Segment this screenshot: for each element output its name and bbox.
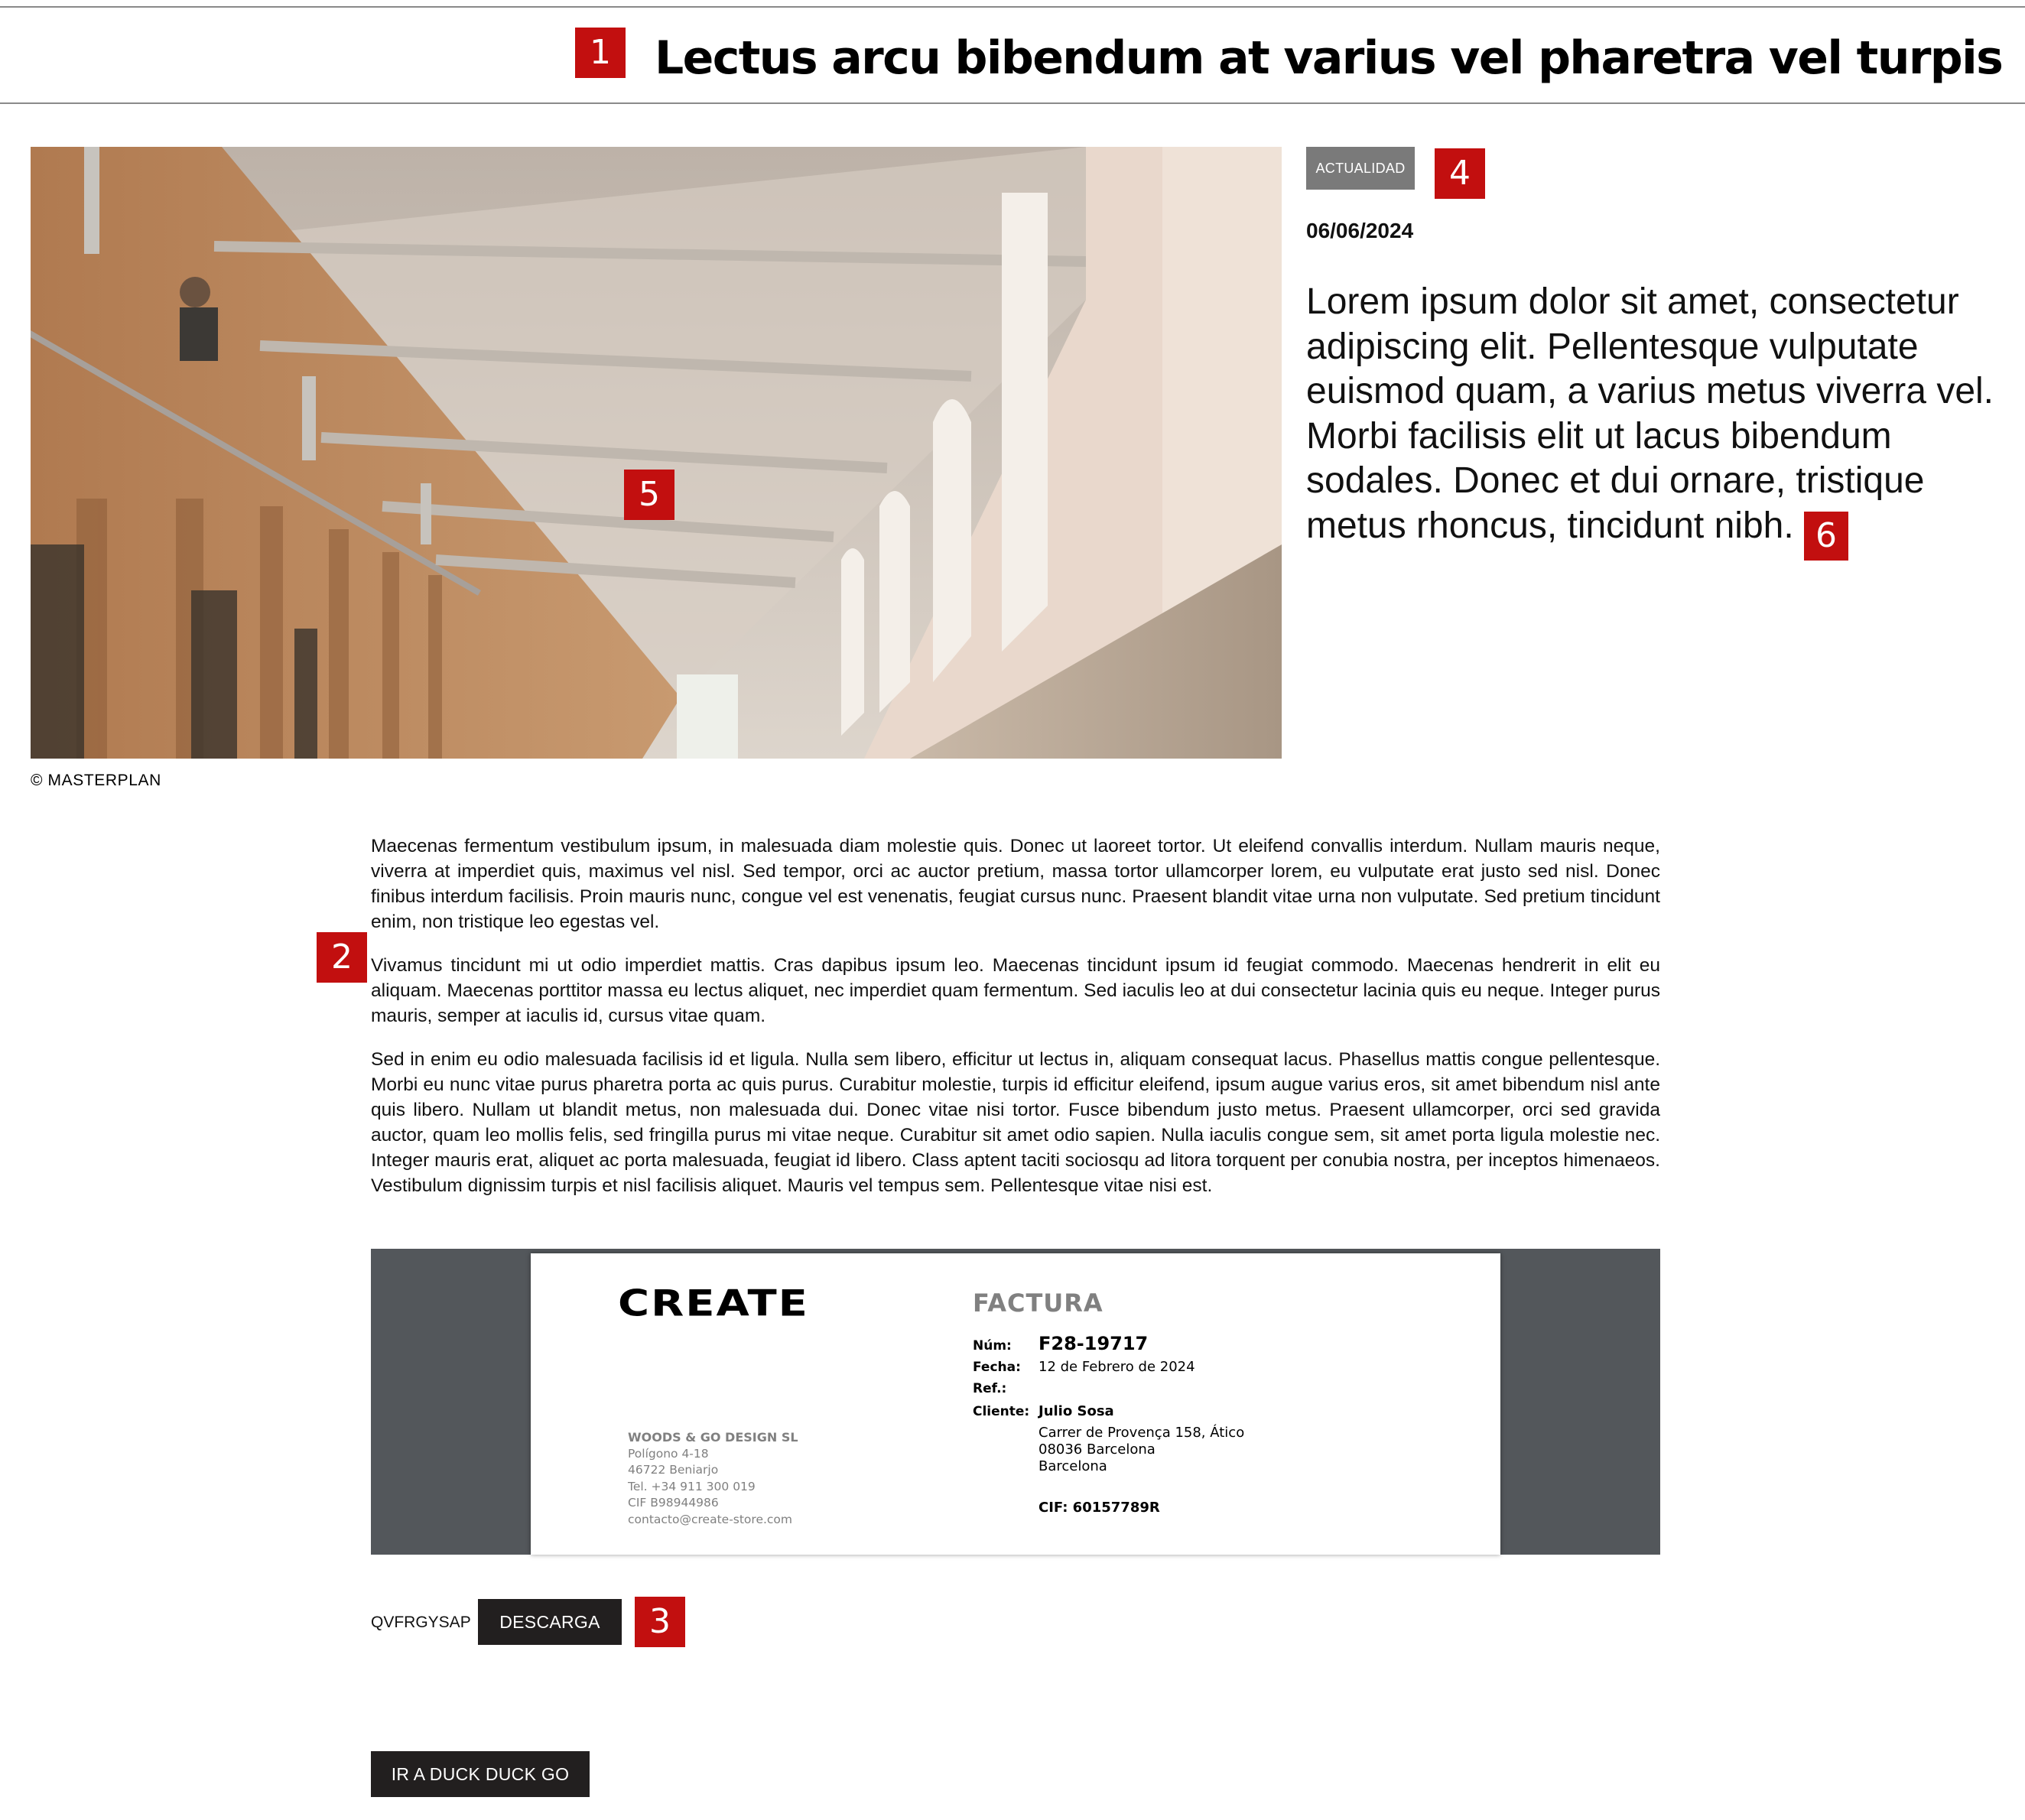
marker-4: 4 <box>1435 148 1485 199</box>
company-address-1: Polígono 4-18 <box>628 1446 709 1461</box>
top-rule <box>0 6 2025 8</box>
invoice-ref-row <box>973 1380 1039 1396</box>
article-date: 06/06/2024 <box>1306 219 1414 242</box>
invoice-client-label: Cliente: <box>973 1404 1030 1419</box>
category-tag[interactable]: ACTUALIDAD <box>1306 147 1415 190</box>
client-address-1: Carrer de Provença 158, Ático <box>1039 1425 1245 1441</box>
client-cif: CIF: 60157789R <box>1039 1500 1160 1516</box>
marker-3: 3 <box>635 1597 685 1647</box>
invoice-page <box>531 1253 1500 1555</box>
invoice-number-label: Núm: <box>973 1338 1012 1354</box>
article-lead <box>1306 280 2010 561</box>
marker-2: 2 <box>317 932 367 983</box>
hero-illustration <box>31 147 1282 759</box>
body-paragraph: Vivamus tincidunt mi ut odio imperdiet mattis. Cras dapibus ipsum leo. Maecenas tincidunt ipsum id feugiat commodo. Maecenas hendrerit in elit eu aliquam. Maecenas porttitor massa eu lectus aliquet, nec imperdiet quam fermentum. Sed iaculis leo at dui consectetur lacinia quis eu neque. Integer purus mauris, semper at iaculis id, cursus vitae quam. <box>371 955 1660 1026</box>
lead-text: Lorem ipsum dolor sit amet, consectetur adipiscing elit. Pellentesque vulputate euismod quam, a varius metus viverra vel. Morbi facilisis elit ut lacus bibendum sodales. Donec et dui ornare, tristique metus rhoncus, tincidunt nibh. <box>1306 281 1994 546</box>
company-phone: Tel. +34 911 300 019 <box>628 1479 756 1493</box>
company-email: contacto@create-store.com <box>628 1512 793 1526</box>
body-paragraph: Maecenas fermentum vestibulum ipsum, in malesuada diam molestie quis. Donec ut laoreet tortor. Ut eleifend convallis interdum. Nullam mauris neque, viverra at imperdiet quis, maximus vel nisl. Sed tempor, orci ac auctor pretium, massa tortor ullamcorper lorem, eu vulputate erat justo sed nisl. Donec finibus interdum facilisis. Proin mauris nunc, congue vel est venenatis, feugiat cursus nunc. Praesent blandit vitae urna non vulputate. Sed pretium tincidunt enim, non tristique leo egestas vel. <box>371 836 1660 932</box>
invoice-number: F28-19717 <box>1039 1333 1149 1354</box>
body-paragraph: Sed in enim eu odio malesuada facilisis id et ligula. Nulla sem libero, efficitur ut lectus in, aliquam consequat lacus. Phasellus mattis congue pellentesque. Morbi eu nunc vitae purus pharetra porta ac quis purus. Curabitur molestie, turpis id efficitur eleifend, ipsum augue varius eros, sit amet bibendum nisl ante quis libero. Nullam ut blandit metus, non malesuada dui. Donec vitae nisi tortor. Fusce bibendum justo metus. Praesent ullamcorper, orci sed gravida auctor, quam leo mollis felis, sed fringilla purus mi vitae neque. Curabitur sit amet odio sapien. Nulla iaculis congue sem, sit amet porta ligula molestie nec. Integer mauris erat, aliquet ac porta malesuada, feugiat id libero. Class aptent taciti sociosqu ad litora torquent per conubia nostra, per inceptos himenaeos. Vestibulum dignissim turpis et nisl facilisis aliquet. Mauris vel tempus sem. Pellentesque vitae nisi est. <box>371 1049 1660 1196</box>
invoice-date-row <box>973 1359 1195 1375</box>
company-cif: CIF B98944986 <box>628 1496 719 1510</box>
client-address-3: Barcelona <box>1039 1458 1107 1474</box>
hero-image <box>31 147 1282 759</box>
image-credit: © MASTERPLAN <box>31 772 161 789</box>
invoice-client-row <box>973 1403 1114 1419</box>
invoice-title: FACTURA <box>973 1289 1104 1318</box>
duckduckgo-link-button[interactable]: IR A DUCK DUCK GO <box>371 1751 590 1797</box>
download-code: QVFRGYSAP <box>371 1614 471 1631</box>
company-address-2: 46722 Beniarjo <box>628 1463 719 1477</box>
invoice-date-label: Fecha: <box>973 1360 1021 1375</box>
marker-5: 5 <box>624 470 674 520</box>
marker-1: 1 <box>575 28 626 78</box>
article-title: Lectus arcu bibendum at varius vel pharetra vel turpis <box>655 31 2003 85</box>
client-address-2: 08036 Barcelona <box>1039 1441 1156 1458</box>
company-details <box>628 1429 798 1528</box>
article-body <box>371 834 1660 1217</box>
download-button[interactable]: DESCARGA <box>478 1599 622 1645</box>
marker-6: 6 <box>1804 512 1848 561</box>
header-rule <box>0 102 2025 104</box>
invoice-date: 12 de Febrero de 2024 <box>1039 1359 1195 1375</box>
invoice-ref-label: Ref.: <box>973 1381 1007 1396</box>
invoice-preview[interactable] <box>371 1249 1660 1555</box>
company-name: WOODS & GO DESIGN SL <box>628 1430 798 1445</box>
create-logo: CREATE <box>618 1282 809 1325</box>
invoice-client-name: Julio Sosa <box>1039 1403 1114 1419</box>
invoice-number-row <box>973 1333 1148 1354</box>
